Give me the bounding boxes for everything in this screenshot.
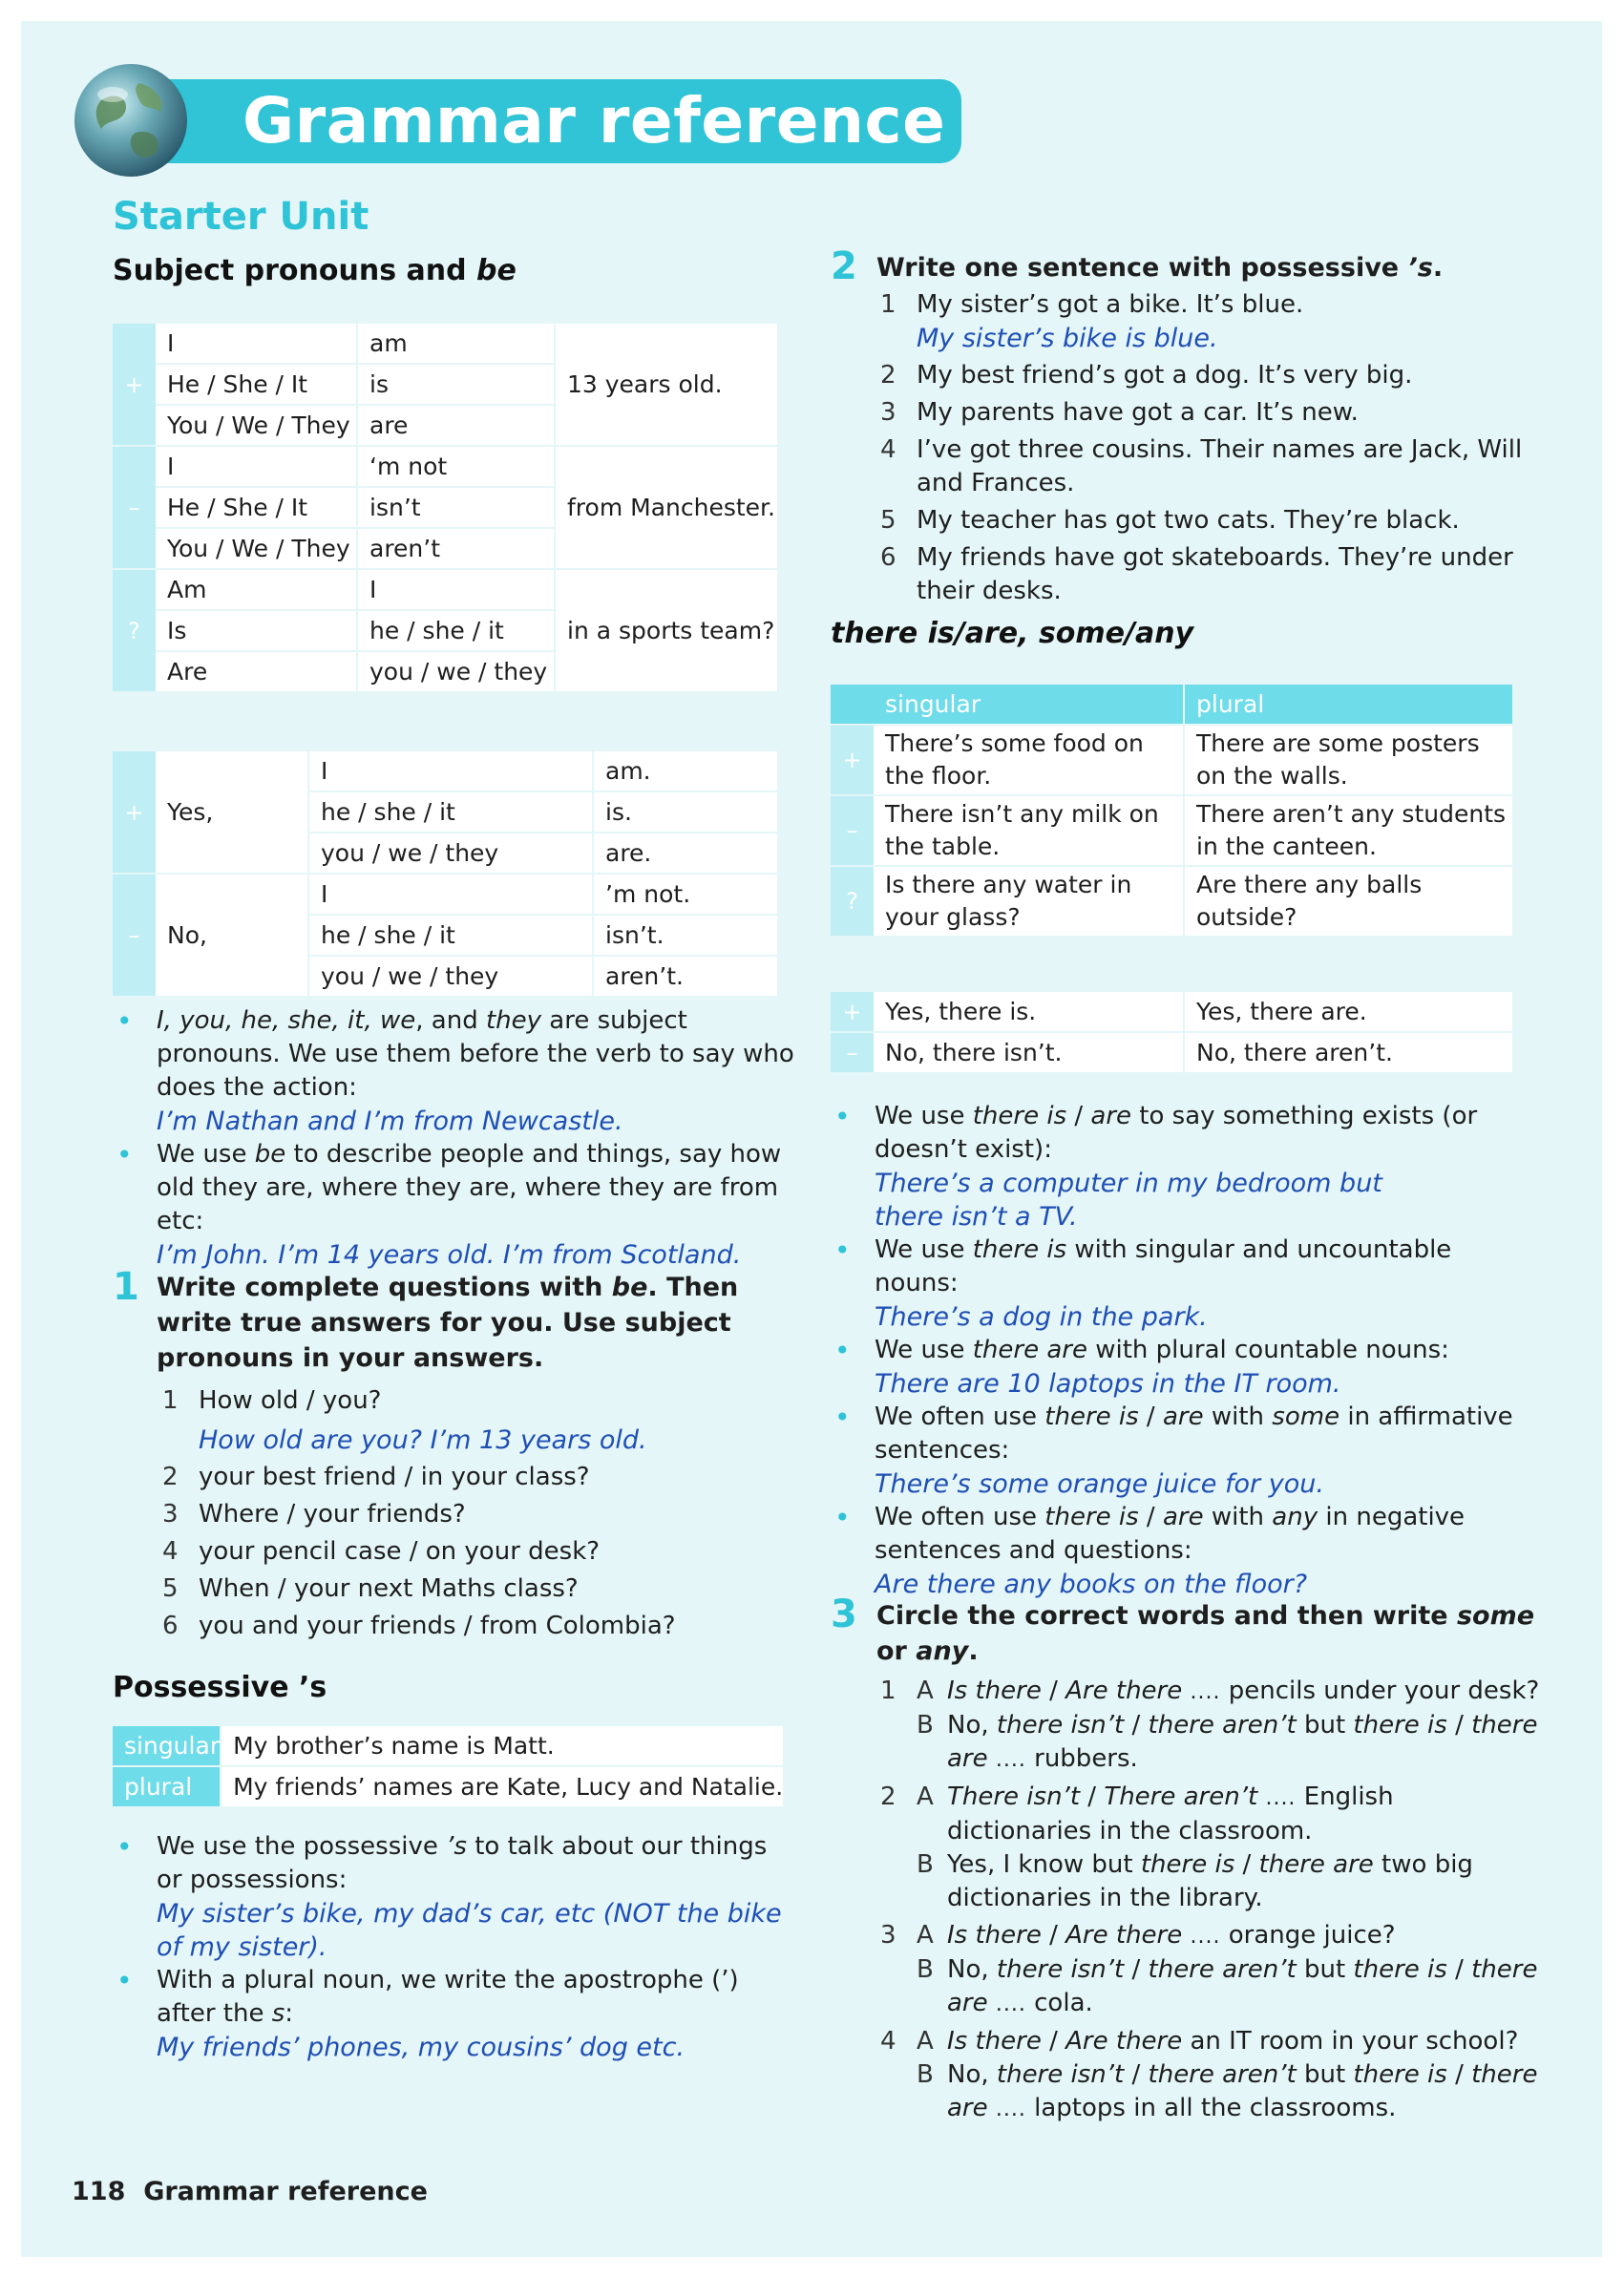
notes-possessive (113, 1830, 800, 2064)
symbol-negative: – (831, 1033, 874, 1074)
symbol-affirmative: + (113, 324, 156, 447)
table-cell: he / she / it (358, 611, 556, 652)
list-item: 4 I’ve got three cousins. Their names are Jack, Will and Frances. (880, 435, 1523, 497)
table-cell: I (156, 447, 358, 488)
table-cell: Is there any water in your glass? (874, 867, 1185, 938)
table-cell: Yes, (156, 751, 309, 875)
table-cell: aren’t. (594, 957, 779, 998)
list-item: 3 A Is there / Are there .... orange juice? B No, there isn’t / there aren’t but there is / there are .... cola. (880, 1921, 1538, 2017)
table-there-short (831, 992, 1514, 1074)
footer-section: Grammar reference (143, 2177, 428, 2206)
exercise3-items (875, 1675, 1543, 2130)
table-cell: isn’t. (594, 916, 779, 957)
page-footer (72, 2177, 428, 2206)
table-cell: There aren’t any students in the canteen. (1185, 796, 1514, 867)
table-cell: There are some posters on the walls. (1185, 726, 1514, 796)
list-item: • I, you, he, she, it, we, and they are subject pronouns. We use them before the verb to say who does the action: I’m Nathan and I’m from Newcastle. (113, 1004, 800, 1138)
column-header: singular (874, 685, 1185, 726)
list-item: 5 When / your next Maths class? (162, 1574, 579, 1603)
exercise-instruction: Write complete questions with be. Then write true answers for you. Use subject pronouns in your answers. (157, 1273, 739, 1373)
table-cell: you / we / they (309, 957, 594, 998)
table-cell: My brother’s name is Matt. (221, 1726, 785, 1767)
table-cell: I (309, 751, 594, 792)
column-header: plural (1185, 685, 1514, 726)
table-cell: Yes, there are. (1185, 992, 1514, 1033)
list-item: 2 A There isn’t / There aren’t .... English dictionaries in the classroom. B Yes, I know but there is / there are two big dictionaries in the library. (880, 1782, 1473, 1912)
unit-title: Starter Unit (113, 195, 369, 239)
symbol-negative: – (831, 796, 874, 867)
section-title-possessive: Possessive ’s (113, 1671, 327, 1704)
table-cell: am (358, 324, 556, 365)
table-cell: you / we / they (358, 652, 556, 693)
table-cell: Are there any balls outside? (1185, 867, 1514, 938)
table-cell: ‘m not (358, 447, 556, 488)
table-cell: Are (156, 652, 358, 693)
list-item: 4 your pencil case / on your desk? (162, 1537, 601, 1566)
table-cell: ’m not. (594, 875, 779, 916)
notes-there-is (831, 1100, 1518, 1601)
table-cell: You / We / They (156, 529, 358, 570)
table-cell: are. (594, 833, 779, 875)
example-sentence: I’m John. I’m 14 years old. I’m from Scotland. (157, 1240, 742, 1270)
table-be (113, 324, 779, 693)
list-item: • We often use there is / are with any in negative sentences and questions: Are there any books on the floor? (831, 1501, 1518, 1601)
list-item: • We use the possessive ’s to talk about our things or possessions: My sister’s bike, my dad’s car, etc (NOT the bike of my sister). (113, 1830, 800, 1964)
table-possessive (113, 1726, 785, 1808)
section-title-there-is: there is/are, some/any (831, 617, 1194, 650)
list-item: • We use there are with plural countable nouns: There are 10 laptops in the IT room. (831, 1334, 1518, 1401)
list-item: • We use there is with singular and uncountable nouns: There’s a dog in the park. (831, 1234, 1518, 1334)
exercise-number: 2 (831, 244, 857, 288)
list-item: 4 A Is there / Are there an IT room in your school? B No, there isn’t / there aren’t but there is / there are .... laptops in all the classrooms. (880, 2027, 1538, 2122)
table-cell: I (309, 875, 594, 916)
example-sentence: There’s a computer in my bedroom but there isn’t a TV. (875, 1169, 1382, 1232)
exercise1-items (157, 1384, 806, 1647)
list-item: 5 My teacher has got two cats. They’re black. (880, 506, 1460, 535)
table-cell: You / We / They (156, 406, 358, 447)
table-cell: is (358, 365, 556, 406)
example-sentence: How old are you? I’m 13 years old. (199, 1425, 647, 1455)
list-item: 1 How old / you? How old are you? I’m 13 years old. (157, 1384, 806, 1457)
list-item: 6 My friends have got skateboards. They’re under their desks. (880, 543, 1513, 605)
table-cell: are (358, 406, 556, 447)
table-cell: aren’t (358, 529, 556, 570)
symbol-affirmative: + (831, 726, 874, 796)
table-cell: He / She / It (156, 488, 358, 529)
symbol-negative: – (113, 875, 156, 998)
table-there-is (831, 685, 1514, 938)
list-item: 1 My sister’s got a bike. It’s blue. My sister’s bike is blue. (875, 288, 1524, 355)
table-cell: There isn’t any milk on the table. (874, 796, 1185, 867)
table-cell: Is (156, 611, 358, 652)
symbol-affirmative: + (831, 992, 874, 1033)
row-label: singular (113, 1726, 221, 1767)
table-cell: you / we / they (309, 833, 594, 875)
example-sentence: My friends’ phones, my cousins’ dog etc. (157, 2033, 685, 2062)
list-item: 1 A Is there / Are there .... pencils under your desk? B No, there isn’t / there aren’t but there is / there are .... rubbers. (880, 1677, 1540, 1773)
table-cell: No, there isn’t. (874, 1033, 1185, 1074)
notes-be (113, 1004, 800, 1272)
table-cell: There’s some food on the floor. (874, 726, 1185, 796)
section-title-pronouns: Subject pronouns and be (113, 254, 517, 287)
example-sentence: There’s some orange juice for you. (875, 1469, 1324, 1499)
exercise2-items (875, 288, 1524, 612)
list-item: • We use be to describe people and things, say how old they are, where they are, where they are from etc: I’m John. I’m 14 years old. I’m from Scotland. (113, 1138, 800, 1272)
list-item: • We use there is / are to say something exists (or doesn’t exist): There’s a computer in my bedroom but there isn’t a TV. (831, 1100, 1518, 1234)
exercise-instruction: Write one sentence with possessive ’s. (876, 253, 1444, 283)
exercise-number: 3 (831, 1592, 857, 1636)
table-cell: isn’t (358, 488, 556, 529)
symbol-question: ? (113, 570, 156, 693)
table-cell: I (358, 570, 556, 611)
list-item: 6 you and your friends / from Colombia? (162, 1612, 676, 1640)
example-sentence: There are 10 laptops in the IT room. (875, 1369, 1341, 1399)
example-sentence: There’s a dog in the park. (875, 1302, 1208, 1332)
list-item: • We often use there is / are with some in affirmative sentences: There’s some orange juice for you. (831, 1401, 1518, 1501)
table-cell: in a sports team? (556, 570, 779, 693)
table-short-answers (113, 751, 779, 998)
table-cell: My friends’ names are Kate, Lucy and Natalie. (221, 1767, 785, 1808)
table-cell: he / she / it (309, 916, 594, 957)
table-cell: he / she / it (309, 792, 594, 833)
table-cell: am. (594, 751, 779, 792)
exercise-number: 1 (113, 1265, 139, 1309)
table-cell: is. (594, 792, 779, 833)
page-number: 118 (72, 2177, 126, 2206)
table-cell: No, (156, 875, 309, 998)
example-sentence: My sister’s bike is blue. (917, 324, 1218, 353)
list-item: 3 Where / your friends? (162, 1500, 466, 1529)
page (21, 21, 1602, 2257)
symbol-affirmative: + (113, 751, 156, 875)
example-sentence: My sister’s bike, my dad’s car, etc (NOT the bike of my sister). (157, 1899, 782, 1962)
symbol-negative: – (113, 447, 156, 570)
list-item: • With a plural noun, we write the apostrophe (’) after the s: My friends’ phones, my cousins’ dog etc. (113, 1964, 800, 2064)
table-cell: He / She / It (156, 365, 358, 406)
example-sentence: I’m Nathan and I’m from Newcastle. (157, 1107, 623, 1136)
list-item: 2 your best friend / in your class? (162, 1463, 590, 1491)
example-sentence: Are there any books on the floor? (875, 1570, 1308, 1599)
table-cell: from Manchester. (556, 447, 779, 570)
list-item: 3 My parents have got a car. It’s new. (880, 398, 1359, 427)
exercise-instruction: Circle the correct words and then write some or any. (876, 1601, 1535, 1666)
table-cell: No, there aren’t. (1185, 1033, 1514, 1074)
globe-icon (73, 62, 189, 179)
row-label: plural (113, 1767, 221, 1808)
list-item: 2 My best friend’s got a dog. It’s very big. (880, 361, 1413, 390)
symbol-question: ? (831, 867, 874, 938)
table-cell: 13 years old. (556, 324, 779, 447)
table-cell: I (156, 324, 358, 365)
table-cell: Am (156, 570, 358, 611)
table-cell: Yes, there is. (874, 992, 1185, 1033)
page-title: Grammar reference (243, 84, 946, 158)
